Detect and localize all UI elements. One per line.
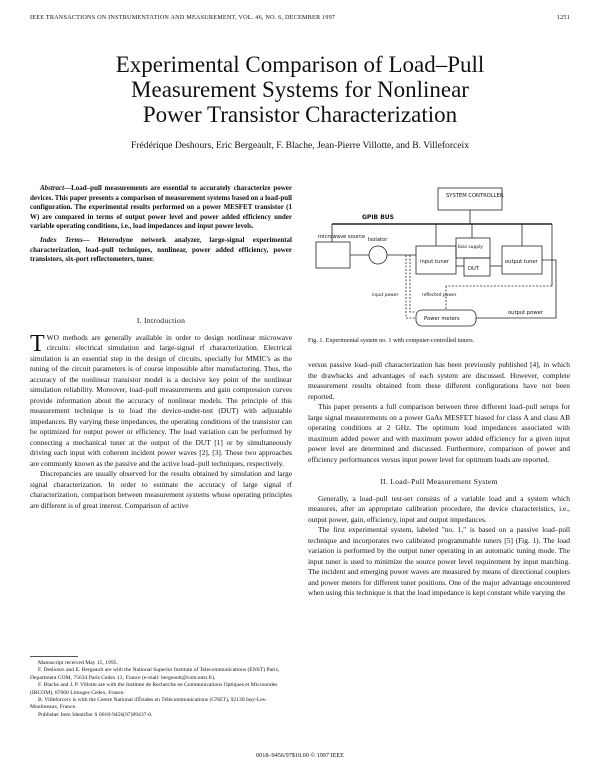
system-paragraph-2: The first experimental system, labeled "no. 1," is based on a passive load–pull technique and incorporates two calibrated programmable tuners [5] (Fig. 1). The load variation is performed by the output tuner operating in an automatic tuning mode. The input tuner is used to minimize the source power level requirement by input matching. The incident and emerging power waves are measured by means of directional couplers and power meters for different tuner positions. One of the major advantage encountered when using this technique is that the load impedance is kept constant while varying the bbox=[308, 525, 570, 597]
left-column-body bbox=[30, 316, 292, 511]
page-number: 1251 bbox=[556, 14, 570, 21]
footnote-affiliation-1: F. Deshours and E. Bergeault are with the National Superior Institute of Telecommunications (ENST) Paris, Department COM, 75634 Paris Cedex 13, France (e-mail: bergeault@com.enst.fr). bbox=[30, 667, 280, 681]
running-header bbox=[30, 14, 570, 21]
abstract bbox=[30, 184, 292, 232]
power-meters-label: Power meters bbox=[424, 316, 460, 322]
copyright-line: 0018–9456/97$10.00 © 1997 IEEE bbox=[256, 752, 344, 759]
footnote-received: Manuscript received May 15, 1995. bbox=[38, 660, 118, 666]
intro-paragraph-4: This paper presents a full comparison between three different load–pull setups for large signal measurements on a power GaAs MESFET biased for class A and class AB operating conditions at 2 GHz. The optimum load impedances associated with maximum added power and with maximum power added efficiency for a given input power level are determined and discussed. Furthermore, comparison of power and efficiency performances versus input power level for optimum loads are reported. bbox=[308, 402, 570, 464]
reflected-power-label: reflected power bbox=[422, 293, 457, 298]
title-line-2: Measurement Systems for Nonlinear bbox=[131, 77, 469, 102]
title-line-3: Power Transistor Characterization bbox=[142, 102, 458, 127]
dut-label: DUT bbox=[468, 266, 479, 272]
footnotes bbox=[30, 656, 292, 719]
abstract-text: Load–pull measurements are essential to accurately characterize power devices. This paper presents a comparison of measurement systems based on a load-pull configuration. The experimental results performed on a power MESFET transistor (1 W) are compared in terms of output power level and power added efficiency under variable operating conditions, i.e., load impedances and input power levels. bbox=[30, 184, 292, 231]
footnote-publisher-id: Publisher Item Identifier S 0018-9456(97)09437-0. bbox=[38, 711, 153, 718]
footnote-affiliation-3: B. Villeforceix is with the Centre National d'Études en Télécommunications (CNET), 92130 Issy-Les-Moulineaux, France. bbox=[30, 697, 267, 711]
abstract-block bbox=[30, 184, 292, 269]
index-terms bbox=[30, 236, 292, 265]
footnote-rule bbox=[30, 656, 78, 657]
intro-paragraph-1 bbox=[30, 330, 292, 470]
drop-cap: T bbox=[30, 330, 45, 357]
system-controller-box bbox=[438, 188, 502, 210]
system-controller-label: SYSTEM CONTROLLER bbox=[446, 193, 504, 199]
paper-title bbox=[30, 52, 570, 127]
input-power-label: input power bbox=[372, 293, 399, 298]
right-column-body bbox=[308, 360, 570, 599]
intro-paragraph-3: versus passive load–pull characterization has been previously published [4], in which the drawbacks and advantages of each system are discussed. However, complete measurement results obtained from these different configurations have not been reported. bbox=[308, 360, 570, 401]
isolator-label: Isolator bbox=[368, 237, 388, 243]
bias-supply-label: bias supply bbox=[458, 245, 483, 250]
section-1-heading: I. Introduction bbox=[136, 316, 186, 325]
isolator-circle bbox=[369, 246, 387, 264]
intro-paragraph-2: Discrepancies are usually observed for the results obtained by simulation and large signal characterization. In order to estimate the accuracy of large signal rf characterization, comparison between measurement systems whose operating principles are different is of great interest. Comparison of active bbox=[30, 469, 292, 510]
index-terms-text: Heterodyne network analyzer, large-signal experimental characterization, load–pull techniques, nonlinear, power added efficiency, power transistors, six-port reflectometers, tuner. bbox=[30, 235, 293, 264]
input-tuner-label: input tuner bbox=[420, 259, 449, 265]
figure-1-caption: Fig. 1. Experimental system no. 1 with computer-controlled tuners. bbox=[308, 337, 475, 344]
section-2-heading: II. Load–Pull Measurement System bbox=[380, 477, 498, 486]
reflected-power-path bbox=[410, 255, 416, 312]
author-list: Frédérique Deshours, Eric Bergeault, F. Blache, Jean-Pierre Villotte, and B. Villeforceix bbox=[130, 140, 470, 151]
gpib-bus-label: GPIB BUS bbox=[362, 214, 394, 221]
output-power-label: output power bbox=[508, 310, 543, 316]
microwave-source-box bbox=[316, 242, 350, 268]
system-paragraph-1: Generally, a load–pull test-set consists of a variable load and a system which measures, after an appropriate calibration procedure, the device characteristics, i.e., output power, gain, efficiency, input and output impedances. bbox=[308, 493, 570, 524]
journal-name: IEEE TRANSACTIONS ON INSTRUMENTATION AND MEASUREMENT, VOL. 46, NO. 6, DECEMBER 1997 bbox=[30, 14, 336, 21]
abstract-label: Abstract— bbox=[40, 184, 72, 192]
microwave-source-label: microwave source bbox=[318, 234, 366, 240]
figure-1-diagram bbox=[312, 186, 562, 336]
index-terms-label: Index Terms— bbox=[40, 235, 90, 244]
output-tuner-label: output tuner bbox=[505, 259, 538, 265]
input-power-path bbox=[406, 255, 416, 318]
title-line-1: Experimental Comparison of Load–Pull bbox=[115, 52, 485, 77]
footnote-affiliation-2: F. Blache and J. P. Villotte are with the Institute de Recherche en Communications Optiques et Microondes (IRCOM), 87060 Limoges Cedex, France. bbox=[30, 682, 278, 696]
intro-paragraph-1-text: WO methods are generally available in order to design nonlinear microwave circuits: electrical simulation and large-signal rf characterization. Electrical simulation is an essential step in the design of circuits, specially for MMIC's as the tuning of the circuit parameters is of course impossible after manufacturing. Thus, the accuracy of the nonlinear transistor model is a decisive key point of the nonlinear simulation reliability. Moreover, load–pull measurements and gain compression curves provide information about the accuracy of nonlinear models. The principle of this measurement technique is to load the device-under-test (DUT) with adjustable impedances. By varying these impedances, the operating conditions of the transistor can be optimized for output power or efficiency. The load variation can be performed by connecting a mechanical tuner at the output of the DUT [1] or by simultaneously driving each input with coherent incident power waves [2], [3]. These two approaches are commonly known as the passive and the active load–pull techniques, respectively. bbox=[30, 332, 292, 468]
